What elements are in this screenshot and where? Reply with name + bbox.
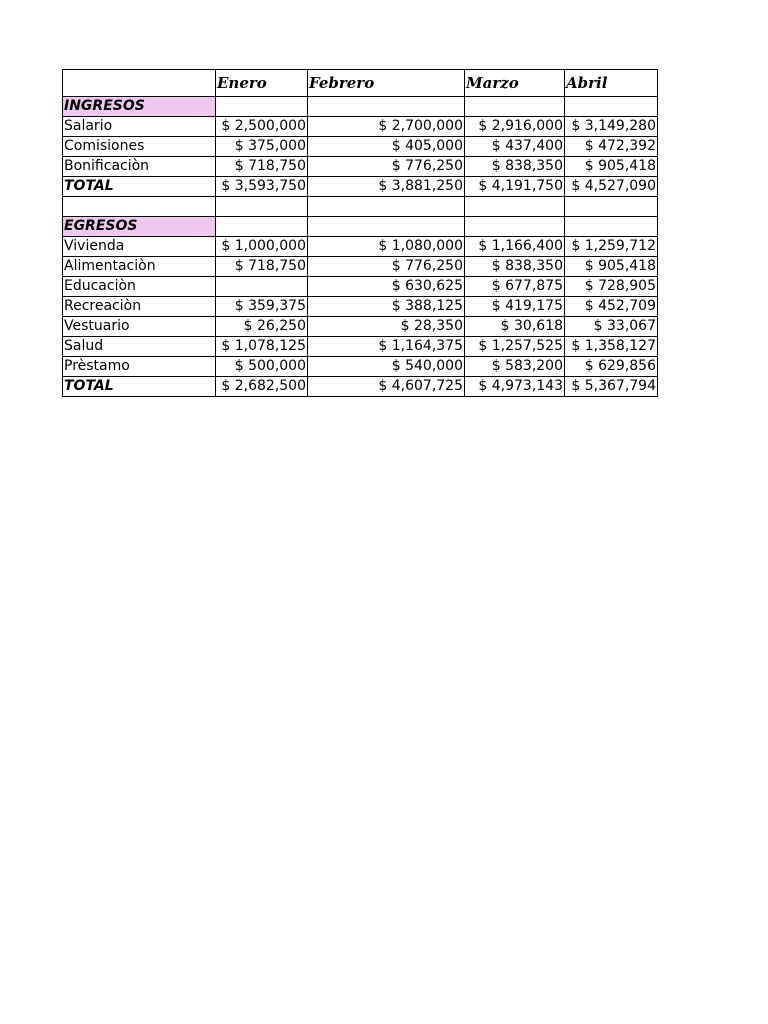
value-cell[interactable]: $ 452,709: [565, 297, 658, 317]
total-cell[interactable]: $ 4,191,750: [465, 177, 565, 197]
section-title-ingresos[interactable]: INGRESOS: [63, 97, 216, 117]
empty-cell[interactable]: [308, 217, 465, 237]
value-cell[interactable]: $ 26,250: [216, 317, 308, 337]
value-cell[interactable]: $ 2,916,000: [465, 117, 565, 137]
spacer-row: [63, 197, 658, 217]
value-cell[interactable]: [216, 277, 308, 297]
value-cell[interactable]: $ 33,067: [565, 317, 658, 337]
total-cell[interactable]: $ 2,682,500: [216, 377, 308, 397]
empty-cell[interactable]: [565, 97, 658, 117]
row-label[interactable]: Alimentaciòn: [63, 257, 216, 277]
value-cell[interactable]: $ 838,350: [465, 157, 565, 177]
value-cell[interactable]: $ 437,400: [465, 137, 565, 157]
total-row-egresos: [63, 377, 658, 397]
value-cell[interactable]: $ 1,078,125: [216, 337, 308, 357]
value-cell[interactable]: $ 2,500,000: [216, 117, 308, 137]
header-cell-marzo[interactable]: Marzo: [465, 70, 565, 97]
value-cell[interactable]: $ 776,250: [308, 157, 465, 177]
empty-cell[interactable]: [308, 97, 465, 117]
value-cell[interactable]: $ 718,750: [216, 157, 308, 177]
empty-cell[interactable]: [565, 217, 658, 237]
row-label[interactable]: Educaciòn: [63, 277, 216, 297]
empty-cell[interactable]: [216, 97, 308, 117]
row-label[interactable]: Salario: [63, 117, 216, 137]
table-row: [63, 117, 658, 137]
value-cell[interactable]: $ 30,618: [465, 317, 565, 337]
empty-cell[interactable]: [465, 217, 565, 237]
header-cell-abril[interactable]: Abril: [565, 70, 658, 97]
row-label[interactable]: Prèstamo: [63, 357, 216, 377]
value-cell[interactable]: $ 1,080,000: [308, 237, 465, 257]
section-title-egresos[interactable]: EGRESOS: [63, 217, 216, 237]
table-row: [63, 277, 658, 297]
value-cell[interactable]: $ 1,259,712: [565, 237, 658, 257]
empty-cell[interactable]: [308, 197, 465, 217]
total-label[interactable]: TOTAL: [63, 377, 216, 397]
row-label[interactable]: Vestuario: [63, 317, 216, 337]
value-cell[interactable]: $ 359,375: [216, 297, 308, 317]
value-cell[interactable]: $ 718,750: [216, 257, 308, 277]
total-cell[interactable]: $ 4,527,090: [565, 177, 658, 197]
value-cell[interactable]: $ 405,000: [308, 137, 465, 157]
row-label[interactable]: Comisiones: [63, 137, 216, 157]
value-cell[interactable]: $ 728,905: [565, 277, 658, 297]
row-label[interactable]: Vivienda: [63, 237, 216, 257]
header-cell-corner[interactable]: [63, 70, 216, 97]
value-cell[interactable]: $ 630,625: [308, 277, 465, 297]
value-cell[interactable]: $ 1,358,127: [565, 337, 658, 357]
value-cell[interactable]: $ 583,200: [465, 357, 565, 377]
empty-cell[interactable]: [63, 197, 216, 217]
value-cell[interactable]: $ 1,000,000: [216, 237, 308, 257]
total-row-ingresos: [63, 177, 658, 197]
header-cell-enero[interactable]: Enero: [216, 70, 308, 97]
value-cell[interactable]: $ 375,000: [216, 137, 308, 157]
value-cell[interactable]: $ 28,350: [308, 317, 465, 337]
table-row: [63, 337, 658, 357]
total-cell[interactable]: $ 4,607,725: [308, 377, 465, 397]
total-cell[interactable]: $ 3,881,250: [308, 177, 465, 197]
row-label[interactable]: Bonificaciòn: [63, 157, 216, 177]
total-label[interactable]: TOTAL: [63, 177, 216, 197]
value-cell[interactable]: $ 838,350: [465, 257, 565, 277]
empty-cell[interactable]: [465, 197, 565, 217]
total-cell[interactable]: $ 5,367,794: [565, 377, 658, 397]
value-cell[interactable]: $ 500,000: [216, 357, 308, 377]
value-cell[interactable]: $ 1,257,525: [465, 337, 565, 357]
value-cell[interactable]: $ 905,418: [565, 157, 658, 177]
value-cell[interactable]: $ 629,856: [565, 357, 658, 377]
empty-cell[interactable]: [216, 217, 308, 237]
empty-cell[interactable]: [565, 197, 658, 217]
value-cell[interactable]: $ 540,000: [308, 357, 465, 377]
table-row: [63, 357, 658, 377]
value-cell[interactable]: $ 3,149,280: [565, 117, 658, 137]
table-row: [63, 237, 658, 257]
value-cell[interactable]: $ 388,125: [308, 297, 465, 317]
value-cell[interactable]: $ 472,392: [565, 137, 658, 157]
budget-table: [62, 69, 658, 397]
table-row: [63, 297, 658, 317]
value-cell[interactable]: $ 677,875: [465, 277, 565, 297]
value-cell[interactable]: $ 419,175: [465, 297, 565, 317]
value-cell[interactable]: $ 905,418: [565, 257, 658, 277]
section-row-egresos: [63, 217, 658, 237]
row-label[interactable]: Salud: [63, 337, 216, 357]
table-row: [63, 317, 658, 337]
row-label[interactable]: Recreaciòn: [63, 297, 216, 317]
value-cell[interactable]: $ 776,250: [308, 257, 465, 277]
empty-cell[interactable]: [465, 97, 565, 117]
value-cell[interactable]: $ 1,164,375: [308, 337, 465, 357]
total-cell[interactable]: $ 4,973,143: [465, 377, 565, 397]
table-row: [63, 157, 658, 177]
header-row: [63, 70, 658, 97]
table-row: [63, 257, 658, 277]
total-cell[interactable]: $ 3,593,750: [216, 177, 308, 197]
header-cell-febrero[interactable]: Febrero: [308, 70, 465, 97]
value-cell[interactable]: $ 1,166,400: [465, 237, 565, 257]
section-row-ingresos: [63, 97, 658, 117]
empty-cell[interactable]: [216, 197, 308, 217]
table-row: [63, 137, 658, 157]
value-cell[interactable]: $ 2,700,000: [308, 117, 465, 137]
